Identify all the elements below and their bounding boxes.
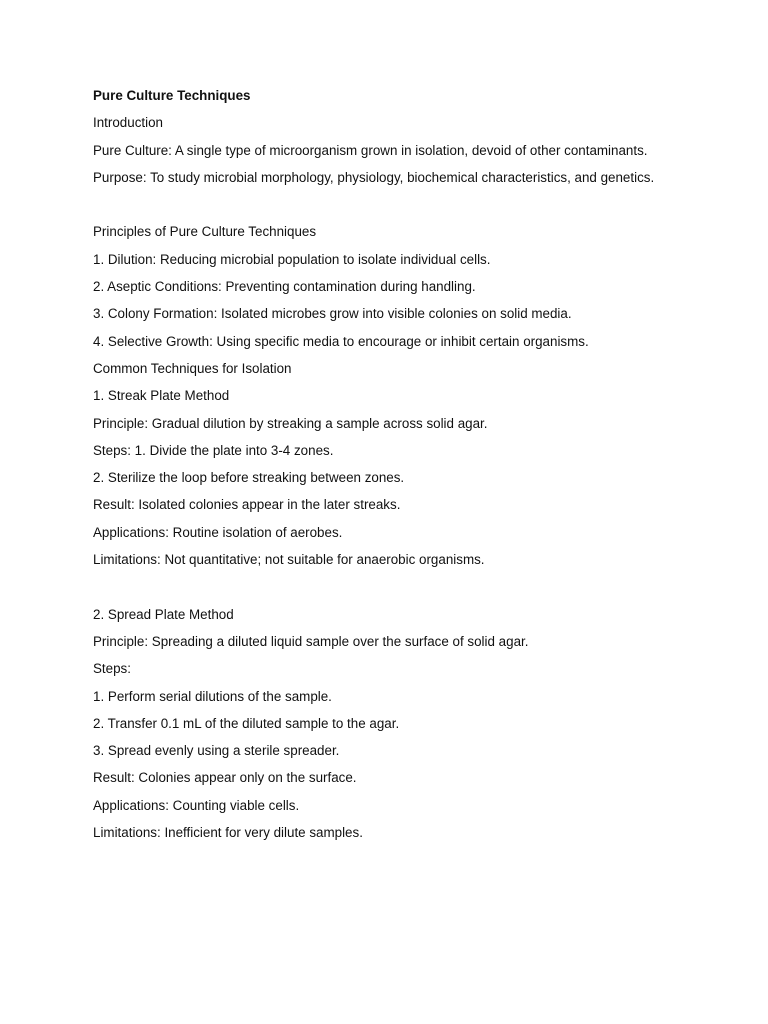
subsection-heading-streak-plate: 1. Streak Plate Method xyxy=(93,388,230,404)
intro-line: Pure Culture: A single type of microorganism grown in isolation, devoid of other contaminants. xyxy=(93,142,648,158)
section-heading-introduction: Introduction xyxy=(93,115,163,131)
section-heading-techniques: Common Techniques for Isolation xyxy=(93,360,292,376)
streak-plate-line: Result: Isolated colonies appear in the later streaks. xyxy=(93,497,401,513)
spread-plate-line: 3. Spread evenly using a sterile spreader. xyxy=(93,743,340,759)
principle-item: 2. Aseptic Conditions: Preventing contamination during handling. xyxy=(93,279,476,295)
spread-plate-line: 1. Perform serial dilutions of the sample. xyxy=(93,688,332,704)
subsection-heading-spread-plate: 2. Spread Plate Method xyxy=(93,606,234,622)
streak-plate-line: Principle: Gradual dilution by streaking a sample across solid agar. xyxy=(93,415,488,431)
principle-item: 1. Dilution: Reducing microbial population to isolate individual cells. xyxy=(93,251,491,267)
spread-plate-line: Steps: xyxy=(93,661,131,677)
document-title: Pure Culture Techniques xyxy=(93,88,251,103)
section-heading-principles: Principles of Pure Culture Techniques xyxy=(93,224,317,240)
spread-plate-line: Limitations: Inefficient for very dilute samples. xyxy=(93,825,363,841)
streak-plate-line: 2. Sterilize the loop before streaking between zones. xyxy=(93,470,405,486)
intro-line: Purpose: To study microbial morphology, physiology, biochemical characteristics, and genetics. xyxy=(93,169,655,185)
spread-plate-line: Applications: Counting viable cells. xyxy=(93,797,300,813)
spread-plate-line: 2. Transfer 0.1 mL of the diluted sample to the agar. xyxy=(93,715,400,731)
streak-plate-line: Limitations: Not quantitative; not suitable for anaerobic organisms. xyxy=(93,552,485,568)
spread-plate-line: Result: Colonies appear only on the surface. xyxy=(93,770,357,786)
blank-line xyxy=(93,577,733,604)
streak-plate-line: Steps: 1. Divide the plate into 3-4 zones. xyxy=(93,442,334,458)
principle-item: 4. Selective Growth: Using specific media to encourage or inhibit certain organisms. xyxy=(93,333,589,349)
document-body xyxy=(93,86,733,850)
streak-plate-line: Applications: Routine isolation of aerobes. xyxy=(93,524,343,540)
spread-plate-line: Principle: Spreading a diluted liquid sample over the surface of solid agar. xyxy=(93,633,529,649)
principle-item: 3. Colony Formation: Isolated microbes grow into visible colonies on solid media. xyxy=(93,306,572,322)
blank-line xyxy=(93,195,733,222)
